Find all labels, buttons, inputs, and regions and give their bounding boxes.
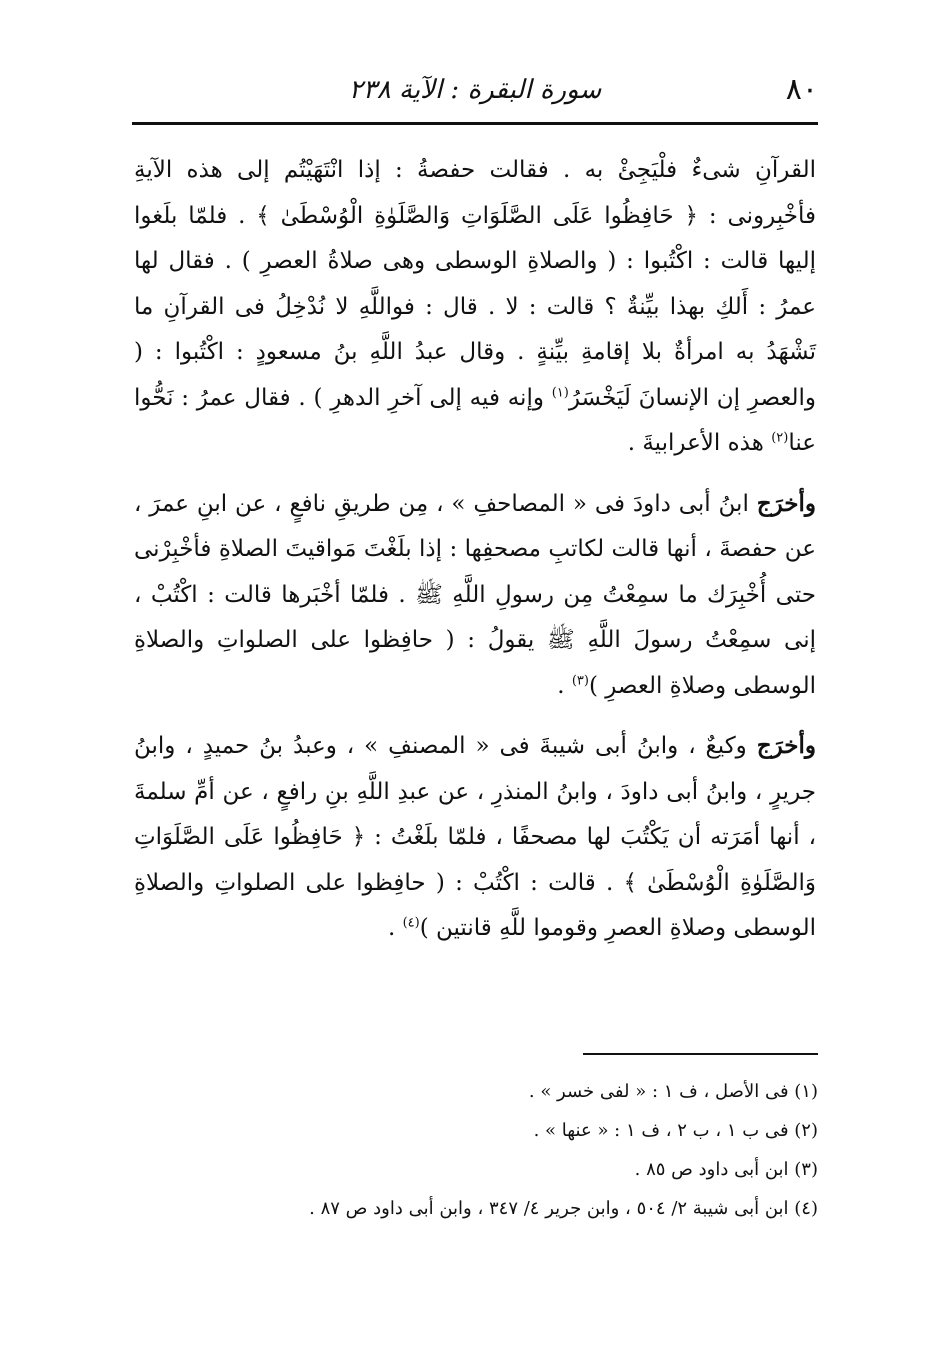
paragraph-2 [134, 481, 816, 710]
paragraph-end: . [387, 915, 403, 941]
footnote-4: (٤) ابن أبى شيبة ٢/ ٥٠٤ ، وابن جرير ٤/ ٣٤٧ ، وابن أبى داود ص ٨٧ . [309, 1198, 818, 1219]
footnote-ref-4: (٤) [402, 915, 420, 931]
paragraph-end: . [557, 672, 572, 699]
page-number: ٨٠ [785, 72, 818, 107]
page-header [132, 70, 818, 120]
paragraph-3 [134, 723, 816, 952]
paragraph-1 [134, 148, 816, 467]
footnote-1: (١) فى الأصل ، ف ١ : « لفى خسر » . [528, 1081, 818, 1102]
footnote-ref-2: (٢) [771, 430, 789, 446]
footnote-ref-3: (٣) [571, 672, 589, 688]
running-title: سورة البقرة : الآية ٢٣٨ [348, 75, 602, 105]
body-text [134, 148, 816, 952]
footnote-ref-1: (١) [551, 384, 569, 400]
paragraph-text: وكيعٌ ، وابنُ أبى شيبةَ فى « المصنفِ » ، وعبدُ بنُ حميدٍ ، وابنُ جريرٍ ، وابنُ أبى داودَ ، وابنُ المنذرِ ، عن عبدِ اللَّهِ بنِ رافعٍ ، عن أمِّ سلمةَ ، أنها أمَرَته أن يَكْتُبَ لها مصحفًا ، فلمّا بلَغْتُ : ﴿ حَافِظُوا عَلَى الصَّلَوَاتِ وَالصَّلَوٰةِ الْوُسْطَىٰ ﴾ . قالت : اكْتُبْ : ( حافِظوا على الصلواتِ والصلاةِ الوسطى وصلاةِ العصرِ وقوموا للَّهِ قانتين ) [134, 733, 816, 941]
paragraph-text: وإنه فيه إلى آخرِ الدهرِ ) . فقال عمرُ : نَحُّوا عنا [134, 384, 816, 456]
paragraph-text: ابنُ أبى داودَ فى « المصاحفِ » ، مِن طريقِ نافعٍ ، عن ابنِ عمرَ ، عن حفصةَ ، أنها قالت لكاتبِ مصحفِها : إذا بلَغْتَ مَواقيتَ الصلاةِ فأخْبِرْنى حتى أُخْبِرَك ما سمِعْتُ مِن رسولِ اللَّهِ ﷺ . فلمّا أخْبَرها قالت : اكْتُبْ ، إنى سمِعْتُ رسولَ اللَّهِ ﷺ يقولُ : ( حافِظوا على الصلواتِ والصلاةِ الوسطى وصلاةِ العصرِ ) [134, 490, 816, 699]
footnote-3: (٣) ابن أبى داود ص ٨٥ . [634, 1159, 818, 1180]
header-rule [132, 122, 818, 125]
paragraph-text: القرآنِ شىءٌ فلْيَجِئْ به . فقالت حفصةُ : إذا انْتَهَيْتُم إلى هذه الآيةِ فأخْبِرونى : ﴿ حَافِظُوا عَلَى الصَّلَوَاتِ وَالصَّلَوٰةِ الْوُسْطَىٰ ﴾ . فلمّا بلَغوا إليها قالت : اكْتُبوا : ( والصلاةِ الوسطى وهى صلاةُ العصرِ ) . فقال لها عمرُ : أَلكِ بهذا بيِّنةٌ ؟ قالت : لا . قال : فواللَّهِ لا نُدْخِلُ فى القرآنِ ما تَشْهَدُ به امرأةٌ بلا إقامةِ بيِّنةٍ . وقال عبدُ اللَّهِ بنُ مسعودٍ : اكْتُبوا : ( والعصرِ إن الإنسانَ لَيَخْسَرُ [134, 157, 817, 411]
paragraph-lead: وأخرَج [756, 489, 816, 517]
footnotes [128, 1072, 818, 1228]
footnote-2: (٢) فى ب ١ ، ب ٢ ، ف ١ : « عنها » . [533, 1120, 818, 1141]
paragraph-text: هذه الأعرابيةَ . [627, 430, 772, 456]
paragraph-lead: وأخرَج [756, 732, 816, 759]
footnote-separator [583, 1053, 818, 1055]
